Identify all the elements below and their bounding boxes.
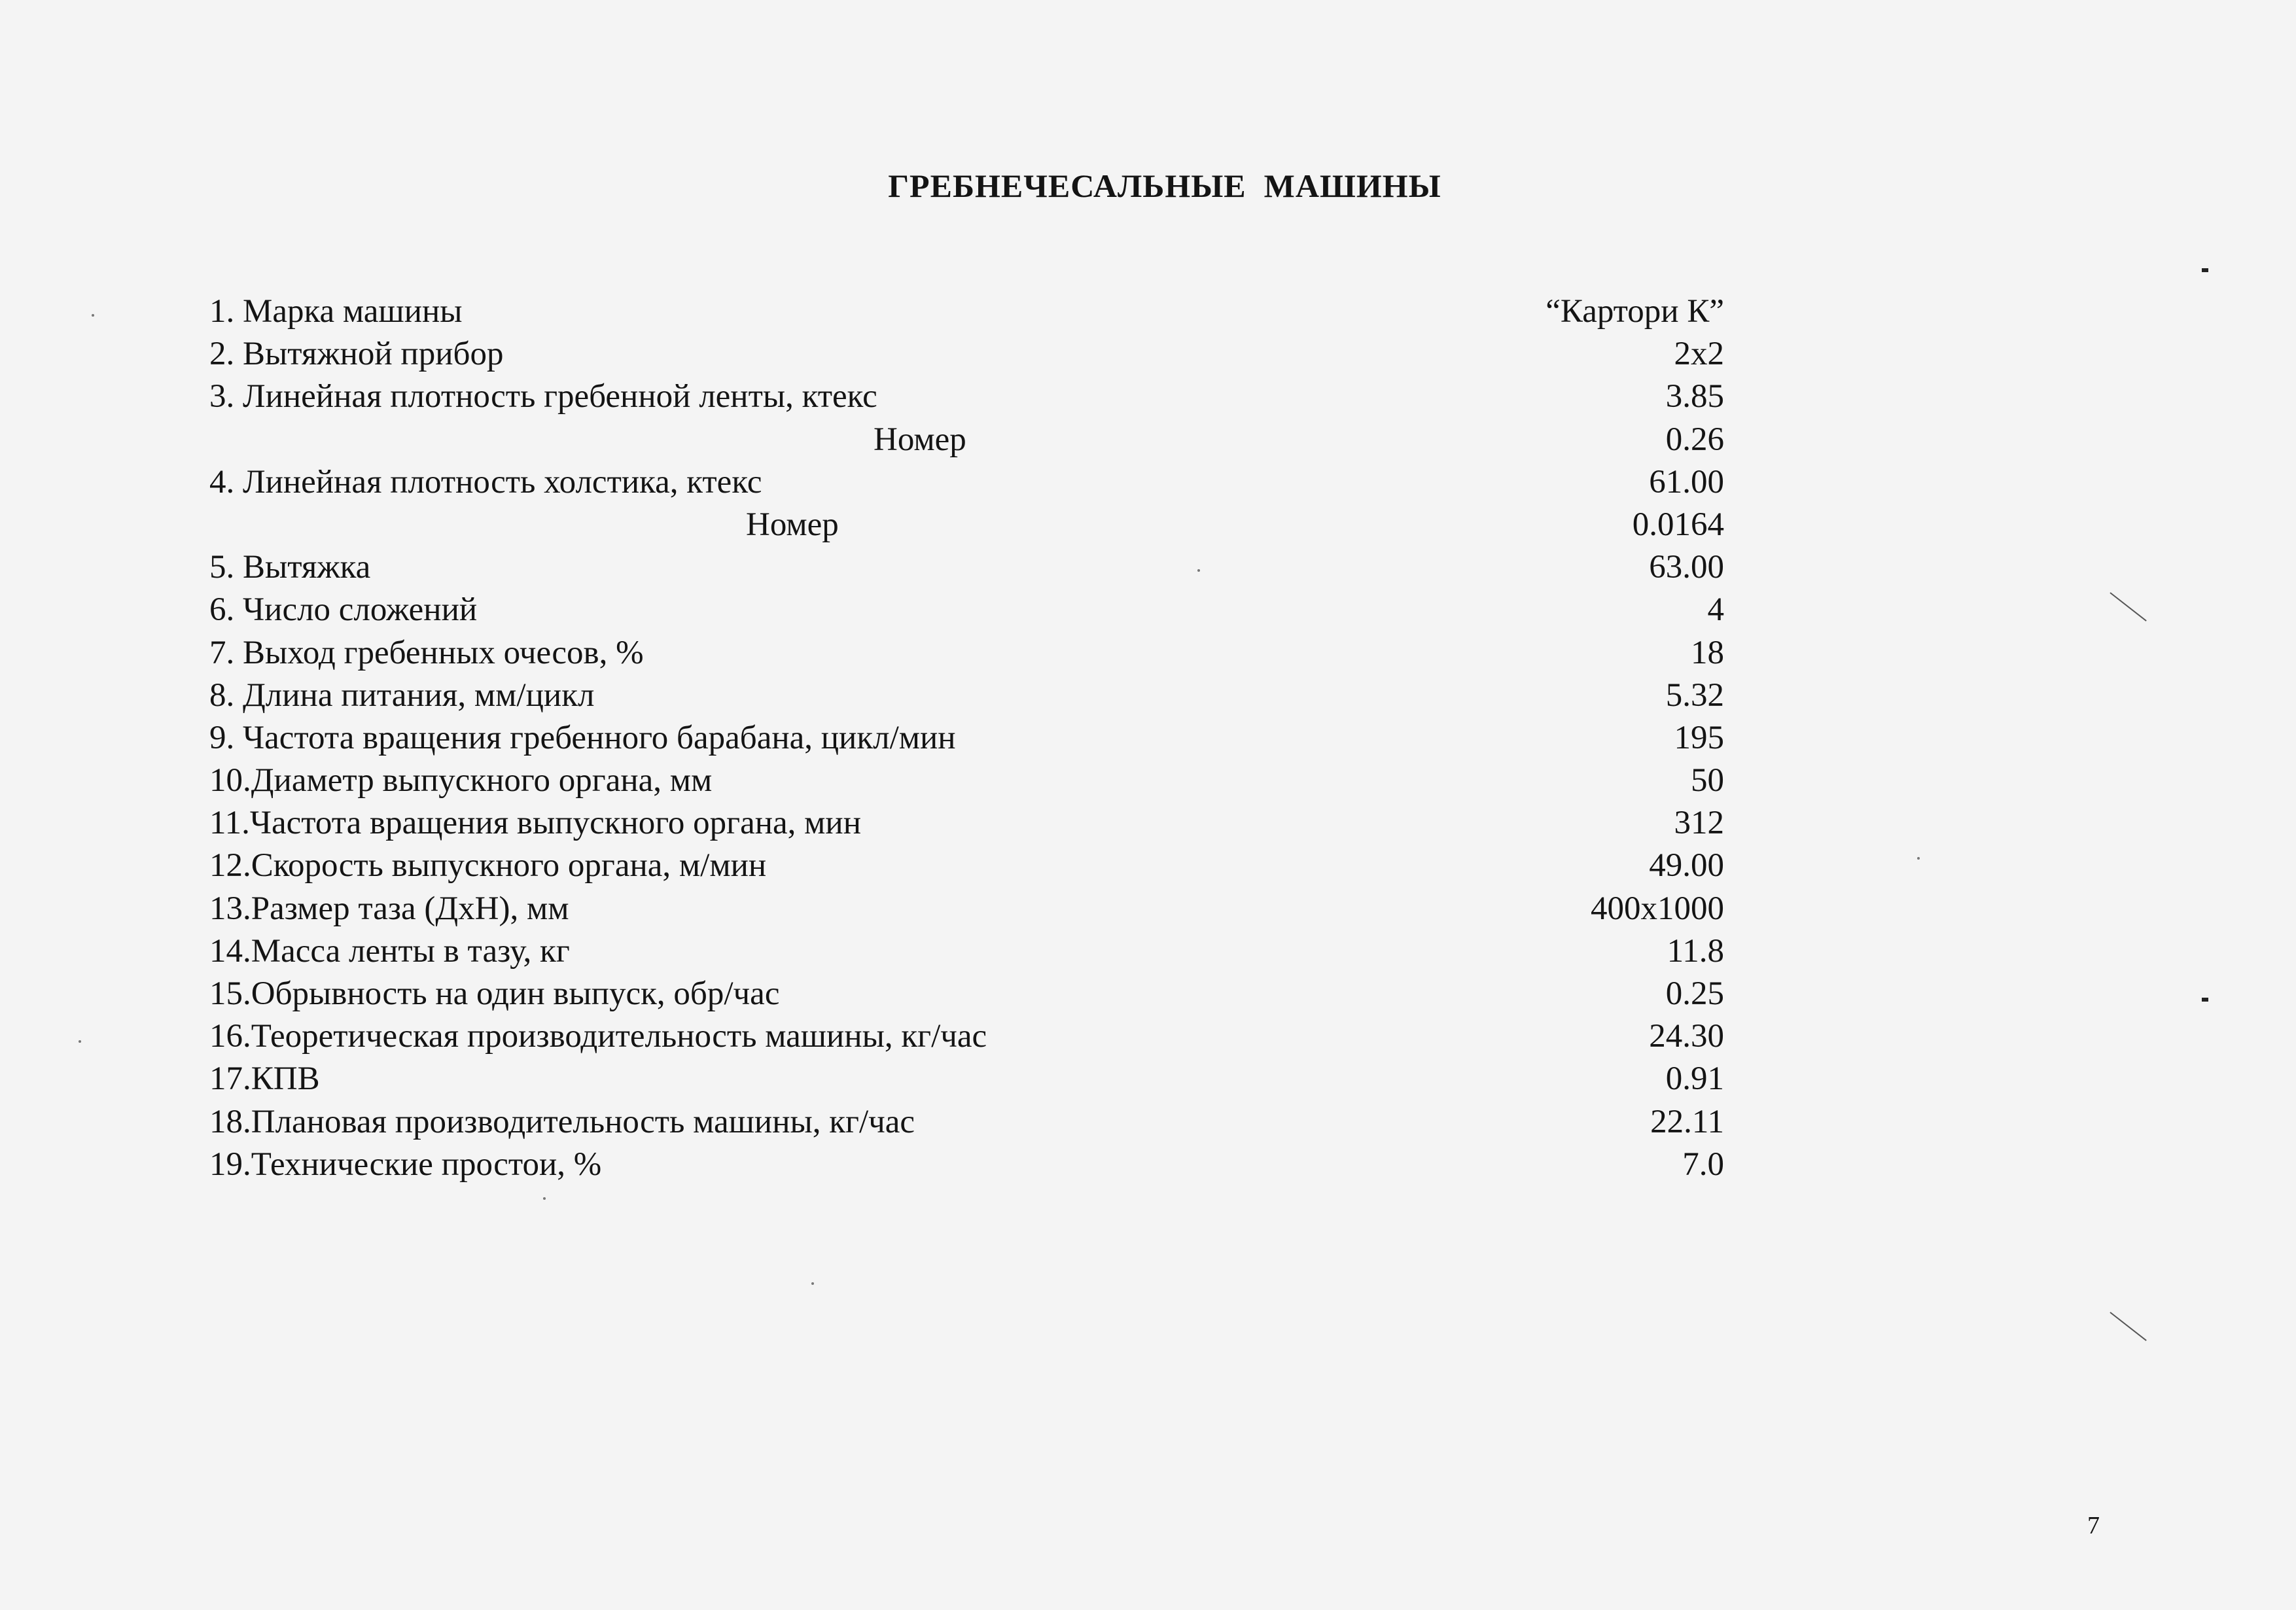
spec-row: [209, 1015, 1724, 1058]
spec-value: 5.32: [1665, 676, 1724, 714]
spec-row: [209, 1101, 1724, 1144]
page-number: 7: [2087, 1512, 2100, 1539]
spec-label: 3. Линейная плотность гребенной ленты, ктекс: [209, 378, 877, 415]
spec-label: 11.Частота вращения выпускного органа, мин: [209, 805, 862, 842]
scan-artifact-dash: [2202, 998, 2208, 1002]
scan-speck: [811, 1282, 814, 1285]
spec-label: 5. Вытяжка: [209, 549, 371, 586]
spec-value: 4: [1707, 591, 1724, 629]
document-title: ГРЕБНЕЧЕСАЛЬНЫЕ МАШИНЫ: [888, 167, 1441, 204]
spec-subrow: [209, 504, 1724, 546]
spec-row: [209, 760, 1724, 802]
spec-value: 11.8: [1667, 932, 1724, 970]
spec-label: 10.Диаметр выпускного органа, мм: [209, 762, 713, 799]
spec-value: 61.00: [1649, 463, 1724, 500]
spec-label: 1. Марка машины: [209, 293, 463, 330]
spec-row: [209, 546, 1724, 589]
spec-row: [209, 973, 1724, 1015]
spec-row: [209, 461, 1724, 504]
scan-speck: [92, 314, 94, 317]
spec-value: 3.85: [1665, 378, 1724, 415]
spec-label: 12.Скорость выпускного органа, м/мин: [209, 847, 767, 884]
spec-value: 0.0164: [1632, 506, 1724, 543]
spec-value: 400х1000: [1591, 890, 1724, 927]
spec-subrow: [209, 419, 1724, 461]
spec-label: 4. Линейная плотность холстика, ктекс: [209, 463, 762, 500]
spec-label: 9. Частота вращения гребенного барабана, цикл/мин: [209, 719, 956, 756]
spec-value: 195: [1674, 719, 1724, 756]
spec-value: 2х2: [1674, 336, 1724, 373]
spec-label: 16.Теоретическая производительность машины, кг/час: [209, 1018, 987, 1055]
spec-label: 8. Длина питания, мм/цикл: [209, 676, 595, 714]
scan-speck: [1917, 857, 1920, 860]
scan-speck: [543, 1197, 546, 1200]
scan-speck: [79, 1040, 81, 1043]
spec-value: 49.00: [1649, 847, 1724, 884]
spec-row: [209, 717, 1724, 760]
spec-row: [209, 802, 1724, 845]
spec-label: 19.Технические простои, %: [209, 1146, 602, 1183]
spec-value: 0.91: [1665, 1060, 1724, 1098]
spec-label: Номер: [874, 421, 966, 458]
spec-value: 50: [1691, 762, 1724, 799]
spec-value: 0.25: [1665, 975, 1724, 1012]
spec-label: 18.Плановая производительность машины, кг/час: [209, 1103, 915, 1140]
scan-artifact-slash: [2110, 592, 2146, 621]
spec-value: “Картори К”: [1545, 293, 1724, 330]
spec-row: [209, 674, 1724, 717]
spec-value: 18: [1691, 634, 1724, 671]
spec-row: [209, 1058, 1724, 1100]
spec-list: [209, 290, 1724, 1186]
spec-row: [209, 888, 1724, 930]
spec-label: 6. Число сложений: [209, 591, 478, 629]
spec-value: 7.0: [1682, 1146, 1724, 1183]
scan-speck: [1197, 569, 1200, 572]
spec-label: 7. Выход гребенных очесов, %: [209, 634, 644, 671]
spec-value: 22.11: [1650, 1103, 1724, 1140]
spec-row: [209, 845, 1724, 887]
spec-row: [209, 632, 1724, 674]
spec-row: [209, 1144, 1724, 1186]
spec-label: 13.Размер таза (ДхН), мм: [209, 890, 569, 927]
spec-row: [209, 376, 1724, 418]
spec-label: 14.Масса ленты в тазу, кг: [209, 932, 570, 970]
spec-label: Номер: [746, 506, 839, 543]
spec-label: 15.Обрывность на один выпуск, обр/час: [209, 975, 780, 1012]
scan-artifact-slash: [2110, 1312, 2146, 1341]
spec-value: 63.00: [1649, 549, 1724, 586]
scan-artifact-dash: [2202, 268, 2208, 272]
spec-row: [209, 930, 1724, 973]
spec-label: 2. Вытяжной прибор: [209, 336, 504, 373]
spec-label: 17.КПВ: [209, 1060, 320, 1098]
spec-row: [209, 333, 1724, 376]
spec-row: [209, 589, 1724, 631]
spec-value: 0.26: [1665, 421, 1724, 458]
spec-row: [209, 290, 1724, 333]
spec-value: 24.30: [1649, 1018, 1724, 1055]
spec-value: 312: [1674, 805, 1724, 842]
